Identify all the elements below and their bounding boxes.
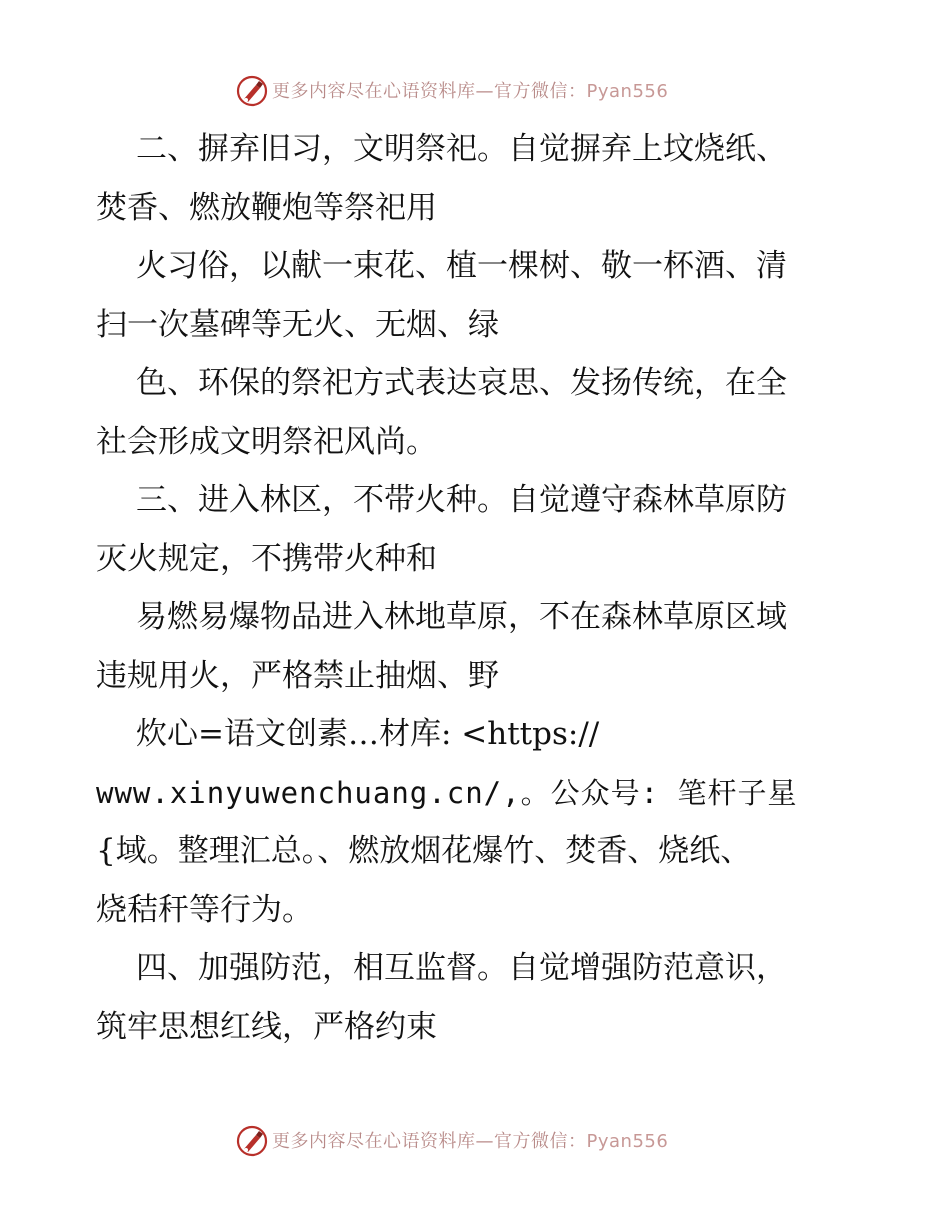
- text-line: 色、环保的祭祀方式表达哀思、发扬传统，在全: [136, 365, 787, 401]
- banner-text: [272, 1129, 668, 1155]
- banner-prefix: 更多内容尽在心语资料库—官方微信：: [272, 1131, 587, 1152]
- red-pen-logo-icon: [236, 75, 268, 107]
- red-pen-logo-icon: [236, 1125, 268, 1157]
- text-line: 二、摒弃旧习，文明祭祀。自觉摒弃上坟烧纸、: [136, 131, 787, 167]
- body-text: [96, 120, 856, 1056]
- text-line: 三、进入林区，不带火种。自觉遵守森林草原防: [136, 482, 787, 518]
- text-line: 筑牢思想红线，严格约束: [96, 1008, 437, 1045]
- text-line: www.xinyuwenchuang.cn/,。公众号: 笔杆子星: [96, 775, 798, 810]
- text-line: 扫一次墓碑等无火、无烟、绿: [96, 306, 499, 343]
- text-line: 焚香、燃放鞭炮等祭祀用: [96, 189, 437, 226]
- text-line: 违规用火，严格禁止抽烟、野: [96, 657, 499, 694]
- text-line: 四、加强防范，相互监督。自觉增强防范意识，: [136, 950, 787, 986]
- banner-prefix: 更多内容尽在心语资料库—官方微信：: [272, 81, 587, 102]
- text-line: 社会形成文明祭祀风尚。: [96, 423, 437, 460]
- text-line: {域。整理汇总。、燃放烟花爆竹、焚香、烧纸、: [96, 833, 752, 869]
- footer-banner: [0, 1122, 950, 1162]
- banner-account: Pyan556: [586, 1131, 669, 1152]
- banner-text: [272, 79, 668, 105]
- text-line: 炊心=语文创素…材库: <https://: [136, 716, 600, 752]
- text-line: 火习俗，以献一束花、植一棵树、敬一杯酒、清: [136, 248, 787, 284]
- banner-account: Pyan556: [586, 81, 669, 102]
- text-line: 烧秸秆等行为。: [96, 891, 313, 928]
- header-banner: [0, 72, 950, 112]
- text-line: 灭火规定，不携带火种和: [96, 540, 437, 577]
- text-line: 易燃易爆物品进入林地草原，不在森林草原区域: [136, 599, 787, 635]
